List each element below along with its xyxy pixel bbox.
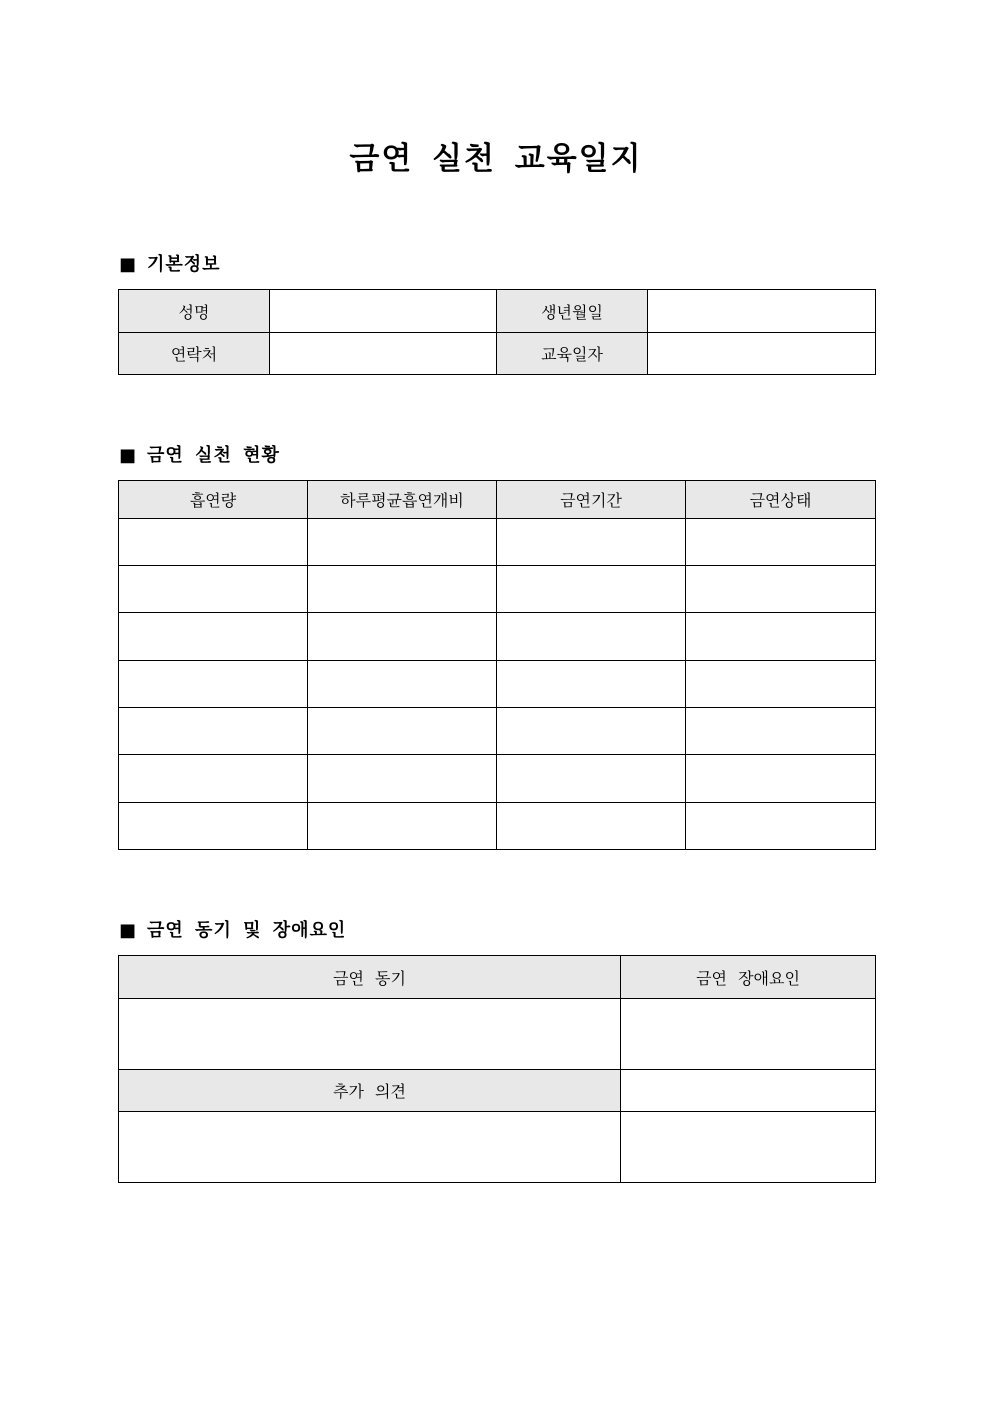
name-field[interactable] (270, 290, 497, 333)
table-cell[interactable] (119, 661, 308, 708)
edu-date-label: 교육일자 (497, 333, 648, 375)
table-cell[interactable] (497, 613, 686, 661)
additional-opinion-label: 추가 의견 (119, 1070, 621, 1112)
name-label: 성명 (119, 290, 270, 333)
table-row (119, 803, 876, 850)
table-row (119, 661, 876, 708)
table-cell[interactable] (308, 755, 497, 803)
square-bullet-icon: ■ (119, 445, 138, 466)
table-row (119, 290, 876, 333)
birth-field[interactable] (648, 290, 876, 333)
contact-field[interactable] (270, 333, 497, 375)
section-title: 기본정보 (147, 254, 221, 275)
table-row (119, 999, 876, 1070)
square-bullet-icon: ■ (119, 254, 138, 275)
additional-right-top-field[interactable] (621, 1070, 876, 1112)
table-cell[interactable] (497, 661, 686, 708)
column-header-motivation: 금연 동기 (119, 956, 621, 999)
table-cell[interactable] (686, 519, 876, 566)
column-header-quit-status: 금연상태 (686, 481, 876, 519)
table-cell[interactable] (497, 708, 686, 755)
table-cell[interactable] (308, 708, 497, 755)
table-cell[interactable] (308, 661, 497, 708)
table-cell[interactable] (686, 755, 876, 803)
section-title: 금연 동기 및 장애요인 (147, 920, 347, 941)
table-row (119, 1070, 876, 1112)
table-row (119, 708, 876, 755)
table-cell[interactable] (497, 803, 686, 850)
table-cell[interactable] (308, 566, 497, 613)
table-cell[interactable] (497, 566, 686, 613)
table-cell[interactable] (686, 613, 876, 661)
table-cell[interactable] (119, 755, 308, 803)
table-header-row (119, 481, 876, 519)
table-cell[interactable] (686, 566, 876, 613)
table-row (119, 1112, 876, 1183)
section-heading-status (119, 444, 280, 468)
document-title: 금연 실천 교육일지 (349, 141, 643, 177)
table-cell[interactable] (119, 803, 308, 850)
section-heading-basic-info (119, 253, 221, 277)
table-cell[interactable] (308, 519, 497, 566)
basic-info-table (118, 289, 876, 375)
column-header-quit-period: 금연기간 (497, 481, 686, 519)
additional-opinion-field[interactable] (119, 1112, 621, 1183)
table-row (119, 755, 876, 803)
status-table (118, 480, 876, 850)
table-header-row (119, 956, 876, 999)
table-cell[interactable] (119, 519, 308, 566)
table-cell[interactable] (308, 613, 497, 661)
table-row (119, 613, 876, 661)
edu-date-field[interactable] (648, 333, 876, 375)
table-cell[interactable] (686, 708, 876, 755)
table-cell[interactable] (686, 803, 876, 850)
table-row (119, 333, 876, 375)
table-cell[interactable] (119, 566, 308, 613)
section-heading-motivation (119, 919, 346, 943)
obstacle-field[interactable] (621, 999, 876, 1070)
table-cell[interactable] (497, 519, 686, 566)
column-header-obstacle: 금연 장애요인 (621, 956, 876, 999)
table-cell[interactable] (686, 661, 876, 708)
table-cell[interactable] (119, 613, 308, 661)
motivation-field[interactable] (119, 999, 621, 1070)
section-title: 금연 실천 현황 (147, 445, 280, 466)
table-cell[interactable] (497, 755, 686, 803)
table-cell[interactable] (119, 708, 308, 755)
additional-right-bottom-field[interactable] (621, 1112, 876, 1183)
birth-label: 생년월일 (497, 290, 648, 333)
contact-label: 연락처 (119, 333, 270, 375)
table-cell[interactable] (308, 803, 497, 850)
table-row (119, 566, 876, 613)
table-row (119, 519, 876, 566)
column-header-smoking-amount: 흡연량 (119, 481, 308, 519)
motivation-table (118, 955, 876, 1183)
square-bullet-icon: ■ (119, 920, 138, 941)
column-header-daily-cigarettes: 하루평균흡연개비 (308, 481, 497, 519)
